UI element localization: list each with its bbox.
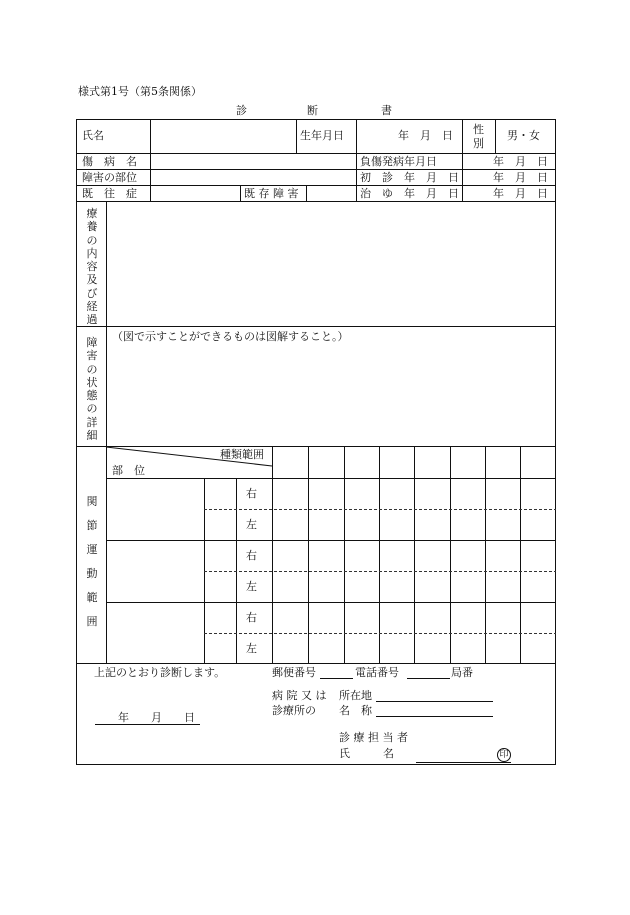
footer-hospital: 病 院 又 は <box>272 689 327 702</box>
existing-label: 既 存 障 害 <box>244 187 299 200</box>
footer-statement: 上記のとおり診断します。 <box>94 666 226 679</box>
footer-postal: 郵便番号 <box>272 666 316 679</box>
footer-clinic: 診療所の <box>272 704 316 717</box>
cure-label: 治 ゆ 年 月 日 <box>360 187 459 200</box>
history-label: 既 往 症 <box>82 187 137 200</box>
treatment-field[interactable] <box>108 203 554 325</box>
footer-doctor: 診 療 担 当 者 <box>339 731 408 744</box>
footer-doctor-name: 氏 名 <box>339 747 394 760</box>
site-label: 障害の部位 <box>82 171 137 184</box>
sex-label: 性 別 <box>473 123 484 150</box>
joint-left-2: 左 <box>246 580 257 593</box>
condition-field[interactable] <box>108 345 554 445</box>
footer-date[interactable]: 年 月 日 <box>118 711 195 724</box>
footer-station: 局番 <box>451 666 473 679</box>
footer-address: 所在地 <box>339 689 372 702</box>
joint-right-2: 右 <box>246 549 257 562</box>
footer-facility-name: 名 称 <box>339 704 372 717</box>
joint-label: 関節運動範囲 <box>86 495 98 628</box>
injury-label: 傷 病 名 <box>82 155 137 168</box>
first-visit-value[interactable]: 年 月 日 <box>493 171 548 184</box>
seal-icon: 印 <box>497 748 511 762</box>
existing-field[interactable] <box>308 187 355 200</box>
form-number: 様式第1号（第5条関係） <box>78 85 202 98</box>
sex-options[interactable]: 男・女 <box>507 129 540 142</box>
condition-note: （図で示すことができるものは図解すること。） <box>112 330 349 343</box>
joint-right-1: 右 <box>246 487 257 500</box>
joint-left-3: 左 <box>246 642 257 655</box>
joint-header-type: 種類範囲 <box>220 448 264 461</box>
joint-header-part: 部 位 <box>112 464 145 477</box>
history-field[interactable] <box>152 187 239 200</box>
joint-left-1: 左 <box>246 518 257 531</box>
name-label: 氏名 <box>82 129 104 142</box>
joint-label-1 <box>85 490 99 634</box>
dob-label: 生年月日 <box>300 129 344 142</box>
condition-label: 障害の状態の詳細 <box>86 336 98 443</box>
name-field[interactable] <box>152 121 295 152</box>
injury-date-label: 負傷発病年月日 <box>360 155 437 168</box>
title-char-2: 断 <box>307 104 318 117</box>
injury-field[interactable] <box>152 155 355 168</box>
dob-value[interactable]: 年 月 日 <box>398 129 453 142</box>
title-char-1: 診 <box>236 104 247 117</box>
injury-date-value[interactable]: 年 月 日 <box>493 155 548 168</box>
title-char-3: 書 <box>381 104 392 117</box>
footer-phone: 電話番号 <box>355 666 399 679</box>
joint-right-3: 右 <box>246 611 257 624</box>
cure-value[interactable]: 年 月 日 <box>493 187 548 200</box>
site-field[interactable] <box>152 171 355 184</box>
first-visit-label: 初 診 年 月 日 <box>360 171 459 184</box>
treatment-label: 療養の内容及び経過 <box>86 207 98 327</box>
